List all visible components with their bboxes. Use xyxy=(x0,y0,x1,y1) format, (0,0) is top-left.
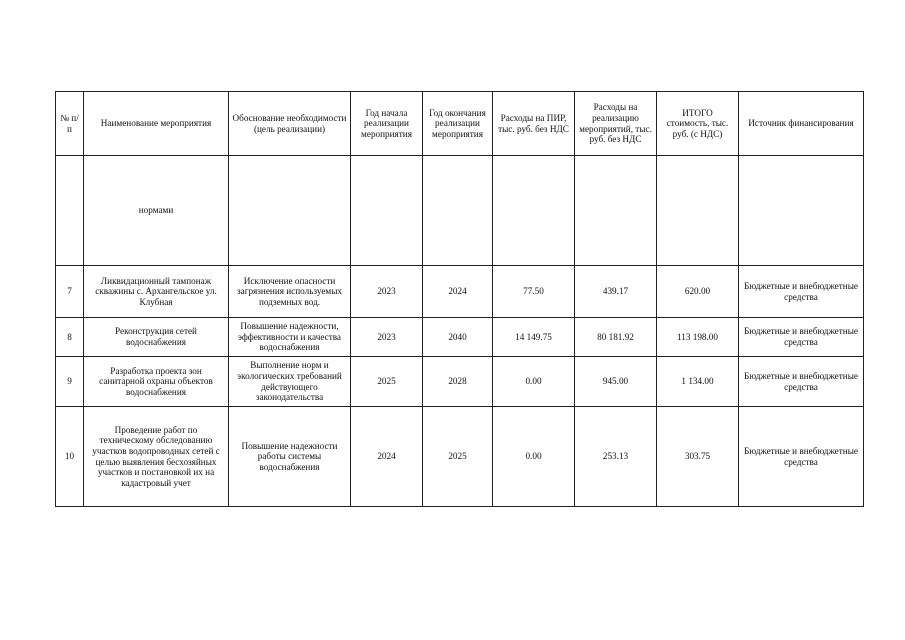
cell-num: 10 xyxy=(56,407,84,507)
cell-pir: 77.50 xyxy=(493,266,575,318)
cell-impl xyxy=(575,156,657,266)
header-start-year: Год начала реализации мероприятия xyxy=(351,92,423,156)
cell-pir: 0.00 xyxy=(493,407,575,507)
header-impl-cost: Расходы на реализацию мероприятий, тыс. руб. без НДС xyxy=(575,92,657,156)
cell-reason: Выполнение норм и экологических требований действующего законодательства xyxy=(229,357,351,407)
cell-end: 2028 xyxy=(423,357,493,407)
header-pir-cost: Расходы на ПИР, тыс. руб. без НДС xyxy=(493,92,575,156)
table-row xyxy=(56,407,864,507)
cell-name: Проведение работ по техническому обследованию участков водопроводных сетей с целью выявления бесхозяйных участков и постановкой их на кадастровый учет xyxy=(84,407,229,507)
cell-pir: 0.00 xyxy=(493,357,575,407)
cell-end: 2040 xyxy=(423,318,493,357)
cell-source: Бюджетные и внебюджетные средства xyxy=(739,407,864,507)
cell-name: Разработка проекта зон санитарной охраны объектов водоснабжения xyxy=(84,357,229,407)
cell-impl: 439.17 xyxy=(575,266,657,318)
table-row xyxy=(56,318,864,357)
header-end-year: Год окончания реализации мероприятия xyxy=(423,92,493,156)
cell-total xyxy=(657,156,739,266)
cell-source xyxy=(739,156,864,266)
cell-start: 2024 xyxy=(351,407,423,507)
measures-table xyxy=(55,91,864,507)
cell-start: 2023 xyxy=(351,266,423,318)
cell-total: 113 198.00 xyxy=(657,318,739,357)
cell-reason: Исключение опасности загрязнения используемых подземных вод. xyxy=(229,266,351,318)
cell-name: Реконструкция сетей водоснабжения xyxy=(84,318,229,357)
cell-num: 9 xyxy=(56,357,84,407)
cell-num: 8 xyxy=(56,318,84,357)
cell-num xyxy=(56,156,84,266)
cell-name: Ликвидационный тампонаж скважины с. Архангельское ул. Клубная xyxy=(84,266,229,318)
cell-total: 303.75 xyxy=(657,407,739,507)
cell-pir: 14 149.75 xyxy=(493,318,575,357)
table-row xyxy=(56,266,864,318)
cell-num: 7 xyxy=(56,266,84,318)
cell-start: 2023 xyxy=(351,318,423,357)
cell-reason: Повышение надежности, эффективности и качества водоснабжения xyxy=(229,318,351,357)
cell-end: 2024 xyxy=(423,266,493,318)
cell-reason xyxy=(229,156,351,266)
cell-total: 1 134.00 xyxy=(657,357,739,407)
header-total-cost: ИТОГО стоимость, тыс. руб. (с НДС) xyxy=(657,92,739,156)
cell-start xyxy=(351,156,423,266)
cell-impl: 80 181.92 xyxy=(575,318,657,357)
header-reason: Обоснование необходимости (цель реализации) xyxy=(229,92,351,156)
header-source: Источник финансирования xyxy=(739,92,864,156)
cell-name: нормами xyxy=(84,156,229,266)
cell-source: Бюджетные и внебюджетные средства xyxy=(739,266,864,318)
cell-reason: Повышение надежности работы системы водоснабжения xyxy=(229,407,351,507)
cell-start: 2025 xyxy=(351,357,423,407)
cell-source: Бюджетные и внебюджетные средства xyxy=(739,357,864,407)
table-row xyxy=(56,357,864,407)
header-name: Наименование мероприятия xyxy=(84,92,229,156)
table-row-continuation xyxy=(56,156,864,266)
cell-total: 620.00 xyxy=(657,266,739,318)
cell-end xyxy=(423,156,493,266)
header-num: № п/п xyxy=(56,92,84,156)
cell-impl: 253.13 xyxy=(575,407,657,507)
cell-end: 2025 xyxy=(423,407,493,507)
cell-pir xyxy=(493,156,575,266)
cell-source: Бюджетные и внебюджетные средства xyxy=(739,318,864,357)
table-header-row xyxy=(56,92,864,156)
cell-impl: 945.00 xyxy=(575,357,657,407)
